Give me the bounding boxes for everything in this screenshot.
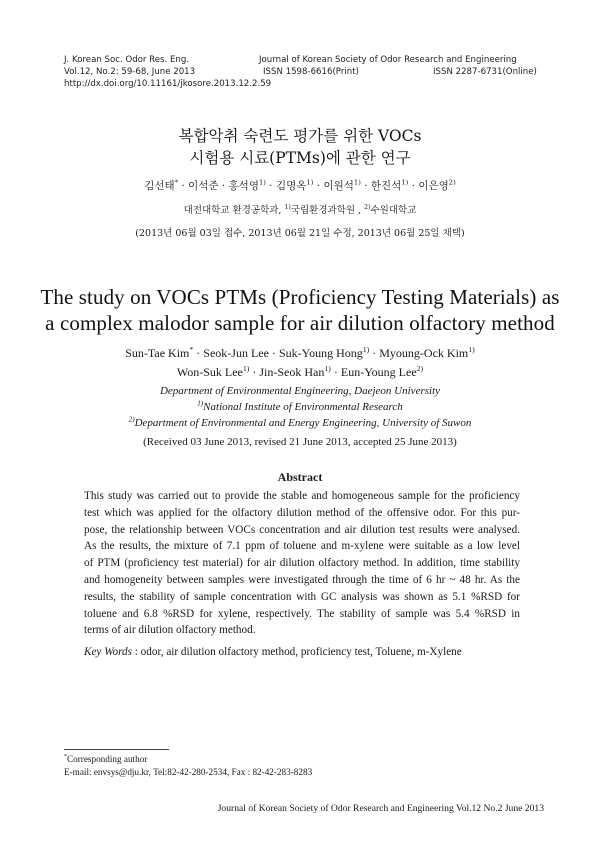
english-author-name: Jin-Seok Han (259, 365, 325, 379)
english-author-sup: 1) (468, 345, 475, 354)
korean-author-separator: · (178, 180, 189, 192)
english-author-separator: · (330, 365, 341, 379)
english-author-sup: 1) (362, 345, 370, 354)
english-author-name: Sun-Tae Kim (125, 346, 190, 360)
korean-affiliations (0, 202, 600, 216)
korean-author-separator: · (218, 180, 229, 192)
footnote-asterisk: * (64, 753, 67, 760)
abstract-heading: Abstract (277, 470, 323, 484)
footnote-corresponding-label: Corresponding author (66, 754, 148, 764)
korean-author-name: 한진석 (370, 180, 402, 192)
footnote-rule (64, 749, 169, 750)
korean-author-name: 이은영 (418, 180, 449, 192)
abstract-line: toluene and 6.8 %RSD for xylene, respectively. The stability of sample was 5.4 %RSD in (84, 607, 520, 620)
english-author-sup: 1) (242, 364, 250, 373)
korean-author-separator: · (265, 180, 276, 192)
korean-author-name: 이석준 (188, 180, 219, 192)
korean-author-name: 김명옥 (275, 180, 307, 192)
english-author-separator: · (369, 346, 380, 360)
english-author-name: Seok-Jun Lee (203, 346, 269, 360)
journal-name: Journal of Korean Society of Odor Research and Engineering (259, 55, 517, 65)
korean-affil-2-sup: 1) (284, 203, 291, 211)
korean-author-separator: · (408, 180, 419, 192)
keywords-text: odor, air dilution olfactory method, proficiency test, Toluene, m-Xylene (140, 646, 462, 658)
korean-author-sup: 1) (258, 178, 266, 187)
korean-author-name: 홍석영 (228, 180, 259, 192)
korean-author-separator: · (360, 180, 371, 192)
abstract-line: and homogeneity between samples were investigated through the time of 6 hr ~ 48 hr. As the (84, 574, 520, 586)
keywords (84, 646, 462, 658)
korean-received-dates: (2013년 06월 03일 접수, 2013년 06월 21일 수정, 2013년 06월 25일 채택) (135, 228, 465, 239)
korean-affil-3-sup: 2) (364, 203, 371, 211)
korean-author-sup: 1) (401, 178, 409, 187)
english-author-name: Myoung-Ock Kim (379, 346, 469, 360)
english-author-name: Eun-Young Lee (340, 365, 417, 379)
page-footer: Journal of Korean Society of Odor Research and Engineering Vol.12 No.2 June 2013 (217, 803, 544, 814)
korean-author-name: 김선태 (144, 180, 175, 192)
english-affil-2-sup: 1) (197, 399, 204, 408)
korean-author-name: 이원석 (323, 180, 354, 192)
abstract-line: This study was carried out to provide the stable and homogeneous sample for the proficiency (84, 490, 520, 502)
footnote-corresponding (64, 754, 147, 764)
english-author-separator: · (193, 346, 204, 360)
english-author-sup: 1) (324, 364, 331, 373)
korean-author-separator: · (313, 180, 324, 192)
english-author-name: Suk-Young Hong (278, 346, 363, 360)
english-affil-3: Department of Environmental and Energy Engineering, University of Suwon (134, 417, 472, 429)
korean-authors (0, 178, 600, 193)
abstract-line: of PTM (proficiency test material) for air dilution olfactory method. In addition, time stability (84, 557, 520, 570)
korean-title-line2: 시험용 시료(PTMs)에 관한 연구 (189, 149, 411, 167)
korean-affil-1: 대전대학교 환경공학과, (183, 205, 285, 216)
english-title-line1: The study on VOCs PTMs (Proficiency Testing Materials) as (40, 285, 560, 309)
english-affil-2-line (0, 401, 600, 413)
journal-abbrev: J. Korean Soc. Odor Res. Eng. (64, 55, 190, 65)
korean-affil-2: 국립환경과학원 , (290, 205, 365, 216)
doi-link[interactable]: http://dx.doi.org/10.11161/jkosore.2013.12.2.59 (64, 79, 272, 89)
english-affil-2: National Institute of Environmental Research (203, 401, 403, 413)
english-received-dates: (Received 03 June 2013, revised 21 June 2013, accepted 25 June 2013) (143, 436, 457, 448)
issn-print: ISSN 1598-6616(Print) (263, 67, 359, 77)
volume-pages: Vol.12, No.2: 59-68, June 2013 (64, 67, 196, 77)
abstract-line: test which was applied for the olfactory dilution method of the offensive odor. For this pur- (84, 506, 520, 519)
keywords-separator: : (131, 646, 141, 658)
english-affil-1: Department of Environmental Engineering, Daejeon University (159, 385, 441, 397)
english-affil-3-line (0, 417, 600, 429)
keywords-label: Key Words (84, 646, 132, 658)
abstract-line: As the results, the mixture of 7.1 ppm of toluene and m-xylene were suitable as a low level (84, 540, 520, 553)
english-author-sup: * (189, 345, 194, 354)
english-title-line2: a complex malodor sample for air dilution olfactory method (45, 311, 555, 335)
english-authors-line2 (0, 365, 600, 380)
english-author-separator: · (268, 346, 279, 360)
english-author-separator: · (249, 365, 260, 379)
issn-online: ISSN 2287-6731(Online) (433, 67, 537, 77)
english-author-sup: 2) (416, 364, 424, 373)
footnote-contact: E-mail: envsys@dju.kr, Tel:82-42-280-2534, Fax : 82-42-283-8283 (64, 767, 313, 777)
abstract-line: terms of air dilution olfactory method. (84, 624, 256, 637)
english-author-name: Won-Suk Lee (176, 365, 243, 379)
english-affil-3-sup: 2) (128, 415, 135, 424)
korean-title-line1: 복합악취 숙련도 평가를 위한 VOCs (178, 127, 422, 145)
abstract-line: pose, the relationship between VOCs concentration and air dilution test results were analysed. (84, 523, 520, 536)
abstract-line: results, the stability of sample concentration with GC analysis was shown as 5.1 %RSD for (84, 590, 520, 603)
korean-affil-3: 수원대학교 (370, 205, 417, 216)
korean-author-sup: 1) (353, 178, 361, 187)
english-authors-line1 (0, 346, 600, 361)
korean-author-sup: 1) (306, 178, 314, 187)
korean-author-sup: * (174, 178, 179, 187)
korean-author-sup: 2) (448, 178, 456, 187)
